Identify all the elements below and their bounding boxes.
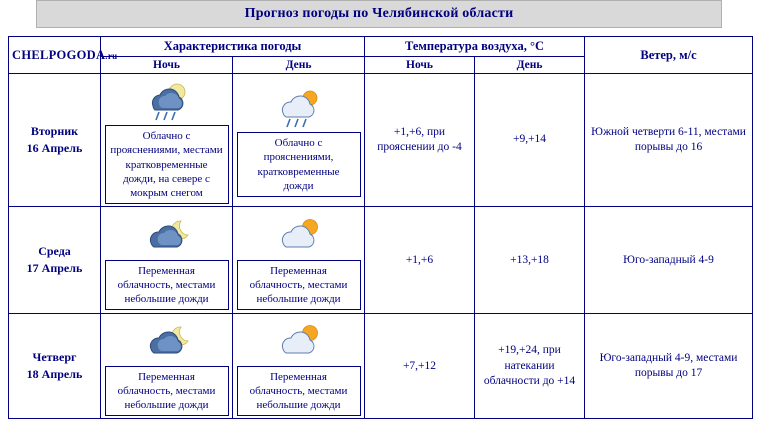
day-conditions-cell bbox=[233, 207, 365, 314]
day-name: Четверг bbox=[32, 350, 77, 365]
page-title: Прогноз погоды по Челябинской области bbox=[244, 6, 514, 21]
row-day-label bbox=[9, 74, 101, 207]
row-day-label bbox=[9, 314, 101, 419]
night-conditions-cell bbox=[101, 207, 233, 314]
wind-value: Юго-западный 4-9 bbox=[585, 207, 753, 314]
table-header-row-1 bbox=[9, 37, 753, 57]
temp-day-value: +19,+24, при натекании облачности до +14 bbox=[475, 314, 585, 419]
header-wind: Ветер, м/с bbox=[585, 37, 753, 74]
day-partly-cloudy-icon bbox=[269, 321, 329, 363]
page-title-bar bbox=[36, 0, 722, 28]
temp-day-value: +13,+18 bbox=[475, 207, 585, 314]
wind-value: Юго-западный 4-9, местами порывы до 17 bbox=[585, 314, 753, 419]
brand-suffix: .ru bbox=[105, 50, 118, 61]
table-row bbox=[9, 207, 753, 314]
header-temperature: Температура воздуха, °C bbox=[365, 37, 585, 57]
day-conditions-text: Облачно с прояснениями, кратковременные дожди bbox=[237, 132, 361, 197]
night-cloudy-rain-icon bbox=[137, 80, 197, 122]
table-row bbox=[9, 314, 753, 419]
header-conditions: Характеристика погоды bbox=[101, 37, 365, 57]
night-conditions-text: Переменная облачность, местами небольшие дожди bbox=[105, 260, 229, 311]
day-partly-cloudy-icon bbox=[269, 215, 329, 257]
table-row bbox=[9, 74, 753, 207]
night-partly-cloudy-icon bbox=[137, 321, 197, 363]
night-partly-cloudy-icon bbox=[137, 215, 197, 257]
row-day-label bbox=[9, 207, 101, 314]
night-conditions-cell bbox=[101, 314, 233, 419]
wind-value: Южной четверти 6-11, местами порывы до 16 bbox=[585, 74, 753, 207]
day-conditions-cell bbox=[233, 314, 365, 419]
day-cloudy-rain-icon bbox=[269, 87, 329, 129]
day-date: 16 Апрель bbox=[26, 141, 83, 156]
header-conditions-day: День bbox=[233, 57, 365, 74]
day-conditions-text: Переменная облачность, местами небольшие дожди bbox=[237, 366, 361, 417]
day-name: Вторник bbox=[30, 123, 79, 138]
night-conditions-text: Облачно с прояснениями, местами кратковременные дожди, на севере с мокрым снегом bbox=[105, 125, 229, 204]
forecast-table bbox=[8, 36, 753, 419]
brand-logo bbox=[9, 37, 118, 74]
header-temp-night: Ночь bbox=[365, 57, 475, 74]
temp-night-value: +7,+12 bbox=[365, 314, 475, 419]
header-conditions-night: Ночь bbox=[101, 57, 233, 74]
temp-night-value: +1,+6 bbox=[365, 207, 475, 314]
header-temp-day: День bbox=[475, 57, 585, 74]
temp-day-value: +9,+14 bbox=[475, 74, 585, 207]
night-conditions-text: Переменная облачность, местами небольшие дожди bbox=[105, 366, 229, 417]
night-conditions-cell bbox=[101, 74, 233, 207]
temp-night-value: +1,+6, при прояснении до -4 bbox=[365, 74, 475, 207]
day-name: Среда bbox=[38, 244, 71, 259]
day-conditions-text: Переменная облачность, местами небольшие дожди bbox=[237, 260, 361, 311]
day-date: 17 Апрель bbox=[26, 261, 83, 276]
brand-name: CHELPOGODA bbox=[12, 47, 106, 62]
day-conditions-cell bbox=[233, 74, 365, 207]
day-date: 18 Апрель bbox=[26, 367, 83, 382]
